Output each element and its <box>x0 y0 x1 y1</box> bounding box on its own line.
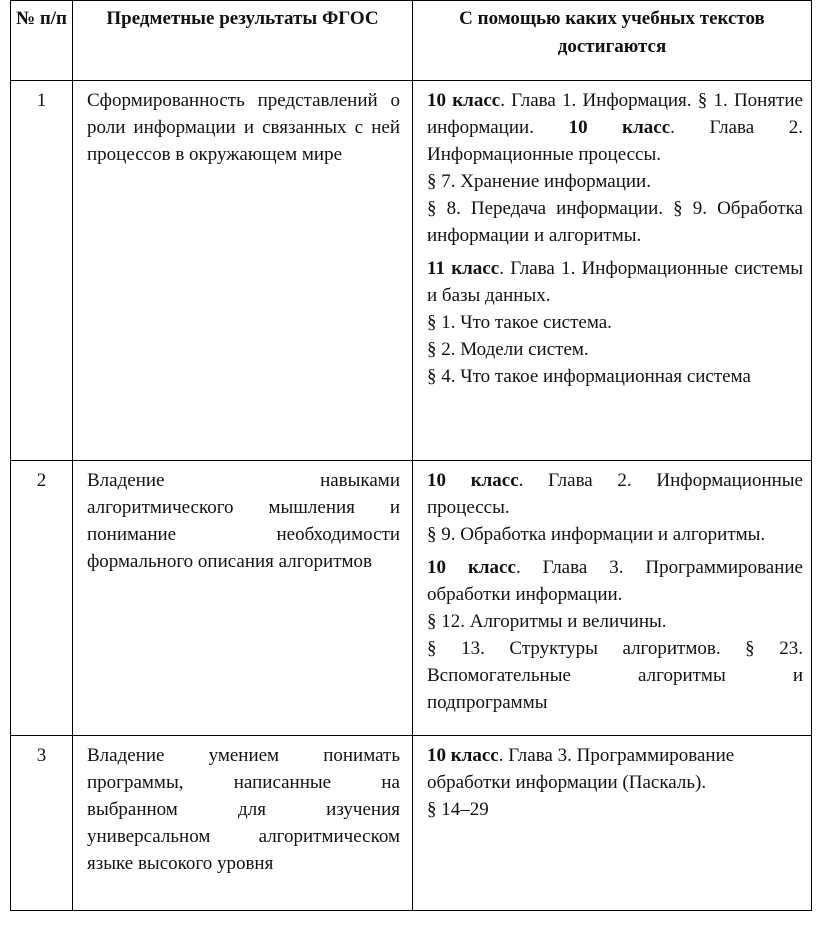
source-paragraph: § 1. Что такое система. <box>427 312 612 333</box>
table-header-row <box>11 1 812 81</box>
source-paragraph: § 7. Хранение информации. <box>427 171 651 192</box>
grade-label: 10 класс <box>427 745 499 766</box>
row-number: 3 <box>11 736 73 911</box>
source-paragraph: § 13. Структуры алгоритмов. § 23. Вспомогательные алгоритмы и подпрограммы <box>427 638 803 713</box>
source-paragraph: § 8. Передача информации. § 9. Обработка информации и алгоритмы. <box>427 198 803 246</box>
source-paragraph: § 12. Алгоритмы и величины. <box>427 611 667 632</box>
source-paragraph <box>427 554 803 608</box>
grade-label: 10 класс <box>427 557 516 578</box>
row-sources <box>413 736 812 911</box>
source-text: . Глава 3. Программирование обработки информации (Паскаль). <box>427 745 735 793</box>
row-sources <box>413 461 812 736</box>
source-paragraph <box>427 742 803 796</box>
source-text: . Глава 1. Информационные системы и базы данных. <box>427 258 803 306</box>
source-paragraph: § 4. Что такое информационная система <box>427 366 751 387</box>
fgos-results-table <box>10 0 812 911</box>
grade-label: 10 класс <box>568 117 671 138</box>
header-number: № п/п <box>11 1 73 81</box>
table-row <box>11 736 812 911</box>
source-paragraph <box>427 255 803 309</box>
row-number: 2 <box>11 461 73 736</box>
source-text: . Глава 2. Информационные процессы. <box>427 470 803 518</box>
row-result: Владение навыками алгоритмического мышления и понимание необходимости формального описания алгоритмов <box>73 461 413 736</box>
source-text: . Глава 3. Программирование обработки информации. <box>427 557 803 605</box>
header-results: Предметные результаты ФГОС <box>73 1 413 81</box>
source-text: . Глава 2. Информационные процессы. <box>427 117 803 165</box>
source-paragraph: § 14–29 <box>427 799 489 820</box>
grade-label: 11 класс <box>427 258 500 279</box>
source-paragraph <box>427 87 803 168</box>
table-row <box>11 81 812 461</box>
row-result: Сформированность представлений о роли информации и связанных с ней процессов в окружающем мире <box>73 81 413 461</box>
header-texts: С помощью каких учебных текстов достигаются <box>413 1 812 81</box>
source-paragraph: § 9. Обработка информации и алгоритмы. <box>427 524 766 545</box>
source-paragraph <box>427 467 803 521</box>
table-row <box>11 461 812 736</box>
source-paragraph: § 2. Модели систем. <box>427 339 589 360</box>
row-number: 1 <box>11 81 73 461</box>
source-text: . Глава 1. Информация. § 1. Понятие информации. <box>427 90 803 138</box>
row-sources <box>413 81 812 461</box>
row-result: Владение умением понимать программы, написанные на выбранном для изучения универсальном алгоритмическом языке высокого уровня <box>73 736 413 911</box>
grade-label: 10 класс <box>427 90 501 111</box>
grade-label: 10 класс <box>427 470 519 491</box>
